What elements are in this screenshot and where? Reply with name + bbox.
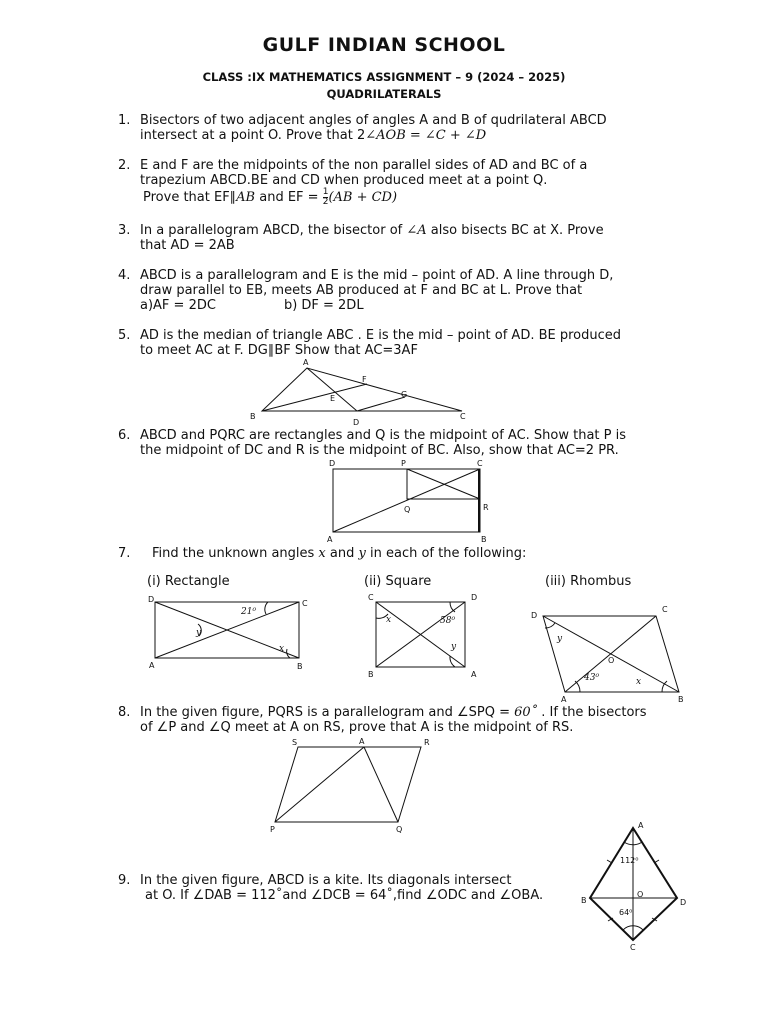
q2-text-2: and EF =	[255, 190, 323, 205]
q8-text: In the given figure, PQRS is a parallelogram and ∠SPQ =	[140, 705, 515, 720]
q6-label-a: A	[327, 535, 333, 544]
q2-line-2: trapezium ABCD.BE and CD when produced meet at a point Q.	[140, 173, 548, 188]
rect-label-d: D	[148, 595, 155, 604]
q6-label-r: R	[483, 503, 489, 512]
topic-title: QUADRILATERALS	[326, 87, 442, 101]
rhombus-label-c: C	[662, 605, 668, 614]
q9-label-d: D	[680, 898, 687, 907]
q5-label-d: D	[353, 418, 360, 427]
q9-label-a: A	[638, 821, 644, 830]
question-number: 4.	[118, 268, 131, 283]
q9-label-c: C	[630, 943, 636, 952]
q8-label-s: S	[292, 738, 298, 747]
q6-line-1: ABCD and PQRC are rectangles and Q is the midpoint of AC. Show that P is	[140, 428, 627, 443]
q3-angle: ∠A	[406, 223, 427, 238]
q3-text: In a parallelogram ABCD, the bisector of	[140, 223, 407, 238]
q9-angle-112: 112⁰	[620, 856, 639, 865]
q7-and: and	[325, 546, 359, 561]
fraction-denominator: 2	[322, 197, 329, 207]
q5-label-b: B	[250, 412, 256, 421]
rhombus-label-o: O	[608, 656, 615, 665]
q8-label-q: Q	[396, 825, 403, 834]
q6-label-q: Q	[404, 505, 411, 514]
rect-label-c: C	[302, 599, 308, 608]
question-number: 8.	[118, 705, 131, 720]
q4-part-b: b) DF = 2DL	[283, 298, 364, 313]
q4-line-2: draw parallel to EB, meets AB produced at F and BC at L. Prove that	[140, 283, 583, 298]
q2-ab: AB	[236, 190, 256, 205]
q8-label-a: A	[359, 737, 365, 746]
q8-label-r: R	[424, 738, 430, 747]
square-label-b: B	[368, 670, 374, 679]
rect-angle-x: x	[279, 644, 285, 654]
q9-angle-64: 64⁰	[619, 908, 633, 917]
q8-label-p: P	[270, 825, 275, 834]
q2-expression: (AB + CD)	[328, 190, 398, 205]
question-number: 1.	[118, 113, 131, 128]
q4-part-a: a)AF = 2DC	[140, 298, 216, 313]
q8-line-2: of ∠P and ∠Q meet at A on RS, prove that A is the midpoint of RS.	[140, 720, 574, 735]
q9-line-2: at O. If ∠DAB = 112˚and ∠DCB = 64˚,find ∠ODC and ∠OBA.	[145, 888, 544, 903]
square-angle-y: y	[451, 642, 457, 652]
q9-line-1: In the given figure, ABCD is a kite. Its diagonals intersect	[140, 873, 512, 888]
q6-label-d: D	[329, 459, 336, 468]
q5-line-1: AD is the median of triangle ABC . E is the mid – point of AD. BE produced	[140, 328, 622, 343]
rhombus-label-a: A	[561, 695, 567, 704]
question-number: 6.	[118, 428, 131, 443]
square-angle-58: 58⁰	[440, 616, 456, 626]
question-number: 2.	[118, 158, 131, 173]
q9-label-b: B	[581, 896, 587, 905]
assignment-title: CLASS :IX MATHEMATICS ASSIGNMENT – 9 (2024 – 2025)	[202, 70, 566, 84]
question-number: 3.	[118, 223, 131, 238]
q5-label-c: C	[460, 412, 466, 421]
fig-caption-rectangle: (i) Rectangle	[147, 574, 230, 589]
school-name: GULF INDIAN SCHOOL	[262, 34, 506, 56]
q1-equation: ∠AOB = ∠C + ∠D	[365, 128, 487, 143]
q6-line-2: the midpoint of DC and R is the midpoint of BC. Also, show that AC=2 PR.	[140, 443, 619, 458]
rect-label-b: B	[297, 662, 303, 671]
q7-text: Find the unknown angles	[152, 546, 319, 561]
square-angle-x: x	[386, 615, 392, 625]
question-number: 5.	[118, 328, 131, 343]
q5-label-f: F	[362, 375, 367, 384]
q6-label-p: P	[401, 459, 406, 468]
rhombus-label-d: D	[531, 611, 538, 620]
rect-angle-y: y	[196, 628, 202, 638]
q9-label-o: O	[637, 890, 644, 899]
square-label-a: A	[471, 670, 477, 679]
q5-line-2: to meet AC at F. DG∥BF Show that AC=3AF	[140, 343, 418, 358]
rhombus-angle-43: 43⁰	[584, 673, 600, 683]
question-number: 9.	[118, 873, 131, 888]
fig-caption-square: (ii) Square	[364, 574, 432, 589]
q1-text: intersect at a point O. Prove that 2	[140, 128, 366, 143]
q7-x: x	[318, 546, 326, 561]
q1-line-1: Bisectors of two adjacent angles of angles A and B of qudrilateral ABCD	[140, 113, 607, 128]
question-number: 7.	[118, 546, 131, 561]
rect-angle-21: 21⁰	[241, 607, 257, 617]
q6-label-c: C	[477, 459, 483, 468]
q8-angle-value: 60˚	[514, 705, 538, 720]
rhombus-angle-x: x	[636, 677, 642, 687]
rect-label-a: A	[149, 661, 155, 670]
q3-text-2: also bisects BC at X. Prove	[426, 223, 604, 238]
q5-label-e: E	[330, 394, 336, 403]
square-label-c: C	[368, 593, 374, 602]
q6-label-b: B	[481, 535, 487, 544]
rhombus-label-b: B	[678, 695, 684, 704]
q5-label-a: A	[303, 358, 309, 367]
q5-label-g: G	[401, 390, 408, 399]
rhombus-angle-y: y	[557, 634, 563, 644]
q8-text-2: . If the bisectors	[537, 705, 647, 720]
fig-caption-rhombus: (iii) Rhombus	[545, 574, 632, 589]
q3-line-2: that AD = 2AB	[140, 238, 235, 253]
q7-y: y	[358, 546, 366, 561]
square-label-d: D	[471, 593, 478, 602]
q4-line-1: ABCD is a parallelogram and E is the mid – point of AD. A line through D,	[140, 268, 614, 283]
fraction-numerator: 1	[322, 187, 329, 197]
q2-text: Prove that EF∥	[143, 190, 237, 205]
q7-text-2: in each of the following:	[365, 546, 527, 561]
q2-line-1: E and F are the midpoints of the non parallel sides of AD and BC of a	[140, 158, 588, 173]
